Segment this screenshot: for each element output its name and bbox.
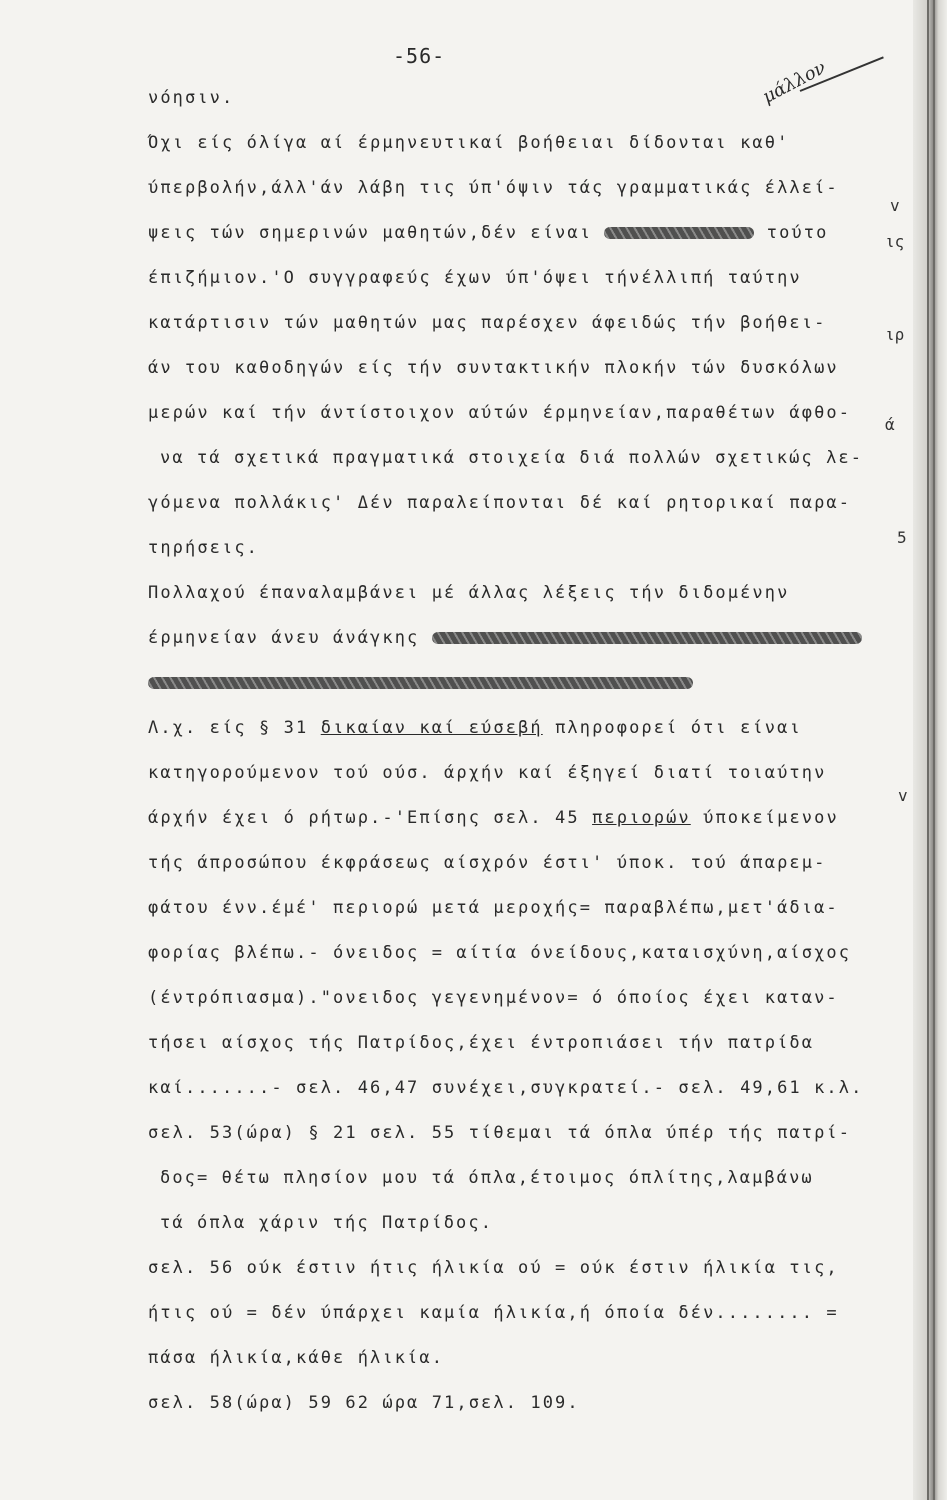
text-segment: Λ.χ. είς § 31 — [148, 718, 309, 738]
text-line: φάτου ένν.έμέ' περιορώ μετά μεροχής= παραβλέπω,μετ'άδια- — [148, 898, 839, 918]
text-line: νόησιν. — [148, 88, 235, 108]
text-segment: τούτο — [766, 223, 829, 243]
text-line: καί.......- σελ. 46,47 συνέχει,συγκρατεί.- σελ. 49,61 κ.λ. — [148, 1078, 864, 1098]
text-line: έπιζήμιον.'Ο συγγραφεύς έχων ύπ'όψει τήνέλλιπή ταύτην — [148, 268, 802, 288]
crossed-out-text — [432, 632, 862, 644]
crossed-out-text — [148, 677, 693, 689]
text-line: φορίας βλέπω.- όνειδος = αίτία όνείδους,καταισχύνη,αίσχος — [148, 943, 852, 963]
margin-mark: 5 — [897, 528, 907, 547]
text-line — [148, 221, 828, 245]
margin-mark: ά — [885, 415, 895, 434]
text-line — [148, 806, 839, 830]
text-line: τήσει αίσχος τής Πατρίδος,έχει έντροπιάσει τήν πατρίδα — [148, 1033, 815, 1053]
text-line: πάσα ήλικία,κάθε ήλικία. — [148, 1348, 445, 1368]
margin-mark: v — [898, 786, 908, 805]
text-line: κατάρτισιν τών μαθητών μας παρέσχεν άφειδώς τήν βοήθει- — [148, 313, 827, 333]
text-segment: ύποκείμενον — [703, 808, 839, 828]
margin-mark: v — [890, 196, 900, 215]
text-line: γόμενα πολλάκις' Δέν παραλείπονται δέ καί ρητορικαί παρα- — [148, 493, 852, 513]
text-line: τηρήσεις. — [148, 538, 260, 558]
text-segment: άρχήν έχει ό ρήτωρ.-'Επίσης σελ. 45 — [148, 808, 580, 828]
text-line: σελ. 53(ώρα) § 21 σελ. 55 τίθεμαι τά όπλα ύπέρ τής πατρί- — [148, 1123, 852, 1143]
handwritten-note: μάλλον — [759, 57, 830, 108]
text-line: ύπερβολήν,άλλ'άν λάβη τις ύπ'όψιν τάς γραμματικάς έλλεί- — [148, 178, 839, 198]
page-edge-binding — [913, 0, 947, 1500]
margin-mark: ις — [885, 232, 905, 251]
text-line — [148, 626, 862, 650]
text-line: τής άπροσώπου έκφράσεως αίσχρόν έστι' ύποκ. τού άπαρεμ- — [148, 853, 827, 873]
underlined-text: περιορών — [592, 808, 691, 828]
text-line: (έντρόπιασμα)."ονειδος γεγενημένον= ό όποίος έχει καταν- — [148, 988, 839, 1008]
text-line: να τά σχετικά πραγματικά στοιχεία διά πολλών σχετικώς λε- — [160, 448, 864, 468]
text-segment: έρμηνείαν άνευ άνάγκης — [148, 628, 420, 648]
page-number: -56- — [393, 44, 446, 68]
text-segment: πληροφορεί ότι είναι — [555, 718, 802, 738]
text-line — [148, 716, 802, 740]
text-line: Όχι είς όλίγα αί έρμηνευτικαί βοήθειαι δίδονται καθ' — [148, 133, 790, 153]
text-line: κατηγορούμενον τού ούσ. άρχήν καί έξηγεί διατί τοιαύτην — [148, 763, 827, 783]
text-line: σελ. 58(ώρα) 59 62 ώρα 71,σελ. 109. — [148, 1393, 580, 1413]
text-segment: ψεις τών σημερινών μαθητών,δέν είναι — [148, 223, 593, 243]
text-line: ήτις ού = δέν ύπάρχει καμία ήλικία,ή όποία δέν........ = — [148, 1303, 839, 1323]
underlined-text: δικαίαν καί εύσεβή — [320, 718, 543, 738]
text-line — [148, 671, 693, 695]
text-line: Πολλαχού έπαναλαμβάνει μέ άλλας λέξεις τήν διδομένην — [148, 583, 790, 603]
text-line: άν του καθοδηγών είς τήν συντακτικήν πλοκήν τών δυσκόλων — [148, 358, 839, 378]
text-line: δος= θέτω πλησίον μου τά όπλα,έτοιμος όπλίτης,λαμβάνω — [160, 1168, 814, 1188]
text-line: τά όπλα χάριν τής Πατρίδος. — [160, 1213, 494, 1233]
margin-mark: ιρ — [885, 325, 905, 344]
text-line: σελ. 56 ούκ έστιν ήτις ήλικία ού = ούκ έστιν ήλικία τις, — [148, 1258, 839, 1278]
binding-line — [933, 0, 935, 1500]
binding-line — [927, 0, 929, 1500]
crossed-out-text — [604, 227, 754, 239]
text-line: μερών καί τήν άντίστοιχον αύτών έρμηνείαν,παραθέτων άφθο- — [148, 403, 852, 423]
